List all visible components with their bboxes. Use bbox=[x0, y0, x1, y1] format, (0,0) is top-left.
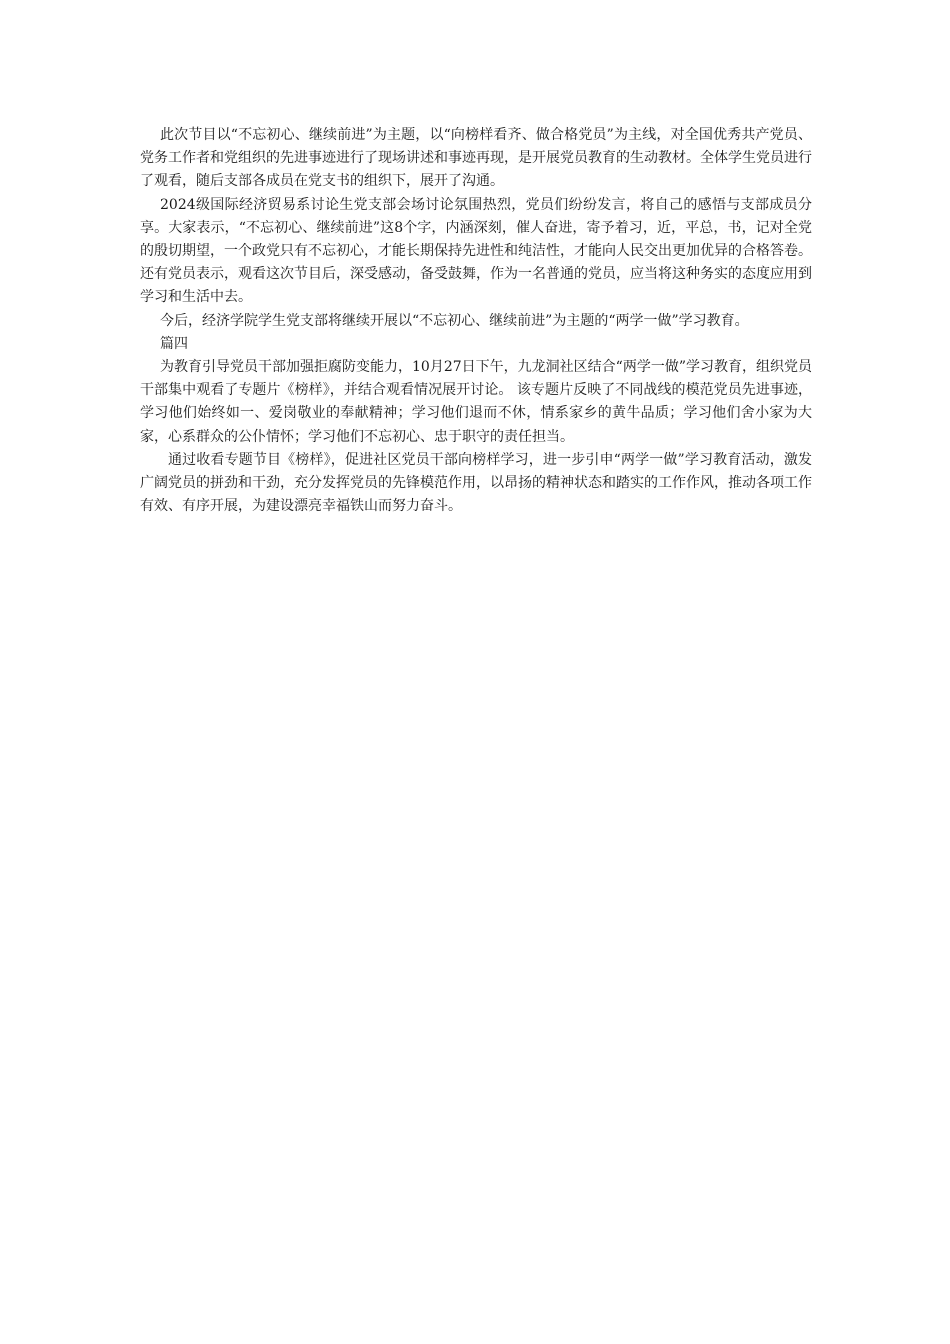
section-heading: 篇四 bbox=[160, 335, 188, 352]
paragraph-community-viewing: 为教育引导党员干部加强拒腐防变能力，10月27日下午，九龙洞社区结合“两学一做”学习教育，组织党员干部集中观看了专题片《榜样》，并结合观看情况展开讨论。 该专题片反映了不同战线的模范党员先进事迹，学习他们始终如一、爱岗敬业的奉献精神；学习他们退而不休，情系家乡的黄牛品质；学习他们舍小家为大家，心系群众的公仆情怀；学习他们不忘初心、忠于职守的责任担当。 bbox=[140, 359, 812, 445]
paragraph-conclusion: 通过收看专题节目《榜样》，促进社区党员干部向榜样学习，进一步引申“两学一做”学习教育活动，激发广阔党员的拼劲和干劲，充分发挥党员的先锋模范作用，以昂扬的精神状态和踏实的工作作风，推动各项工作有效、有序开展，为建设漂亮幸福铁山而努力奋斗。 bbox=[140, 451, 812, 515]
paragraph-future-plan: 今后，经济学院学生党支部将继续开展以“不忘初心、继续前进”为主题的“两学一做”学习教育。 bbox=[160, 312, 749, 329]
paragraph-branch-discussion: 2024级国际经济贸易系讨论生党支部会场讨论氛围热烈，党员们纷纷发言，将自己的感悟与支部成员分享。大家表示，“不忘初心、继续前进”这8个字，内涵深刻，催人奋进，寄予着习，近，平总，书，记对全党的殷切期望，一个政党只有不忘初心，才能长期保持先进性和纯洁性，才能向人民交出更加优异的合格答卷。还有党员表示，观看这次节目后，深受感动，备受鼓舞，作为一名普通的党员，应当将这种务实的态度应用到学习和生活中去。 bbox=[140, 196, 812, 306]
paragraph-program-intro: 此次节目以“不忘初心、继续前进”为主题，以“向榜样看齐、做合格党员”为主线，对全国优秀共产党员、党务工作者和党组织的先进事迹进行了现场讲述和事迹再现，是开展党员教育的生动教材。全体学生党员进行了观看，随后支部各成员在党支书的组织下，展开了沟通。 bbox=[140, 127, 812, 190]
document-body bbox=[140, 124, 812, 518]
